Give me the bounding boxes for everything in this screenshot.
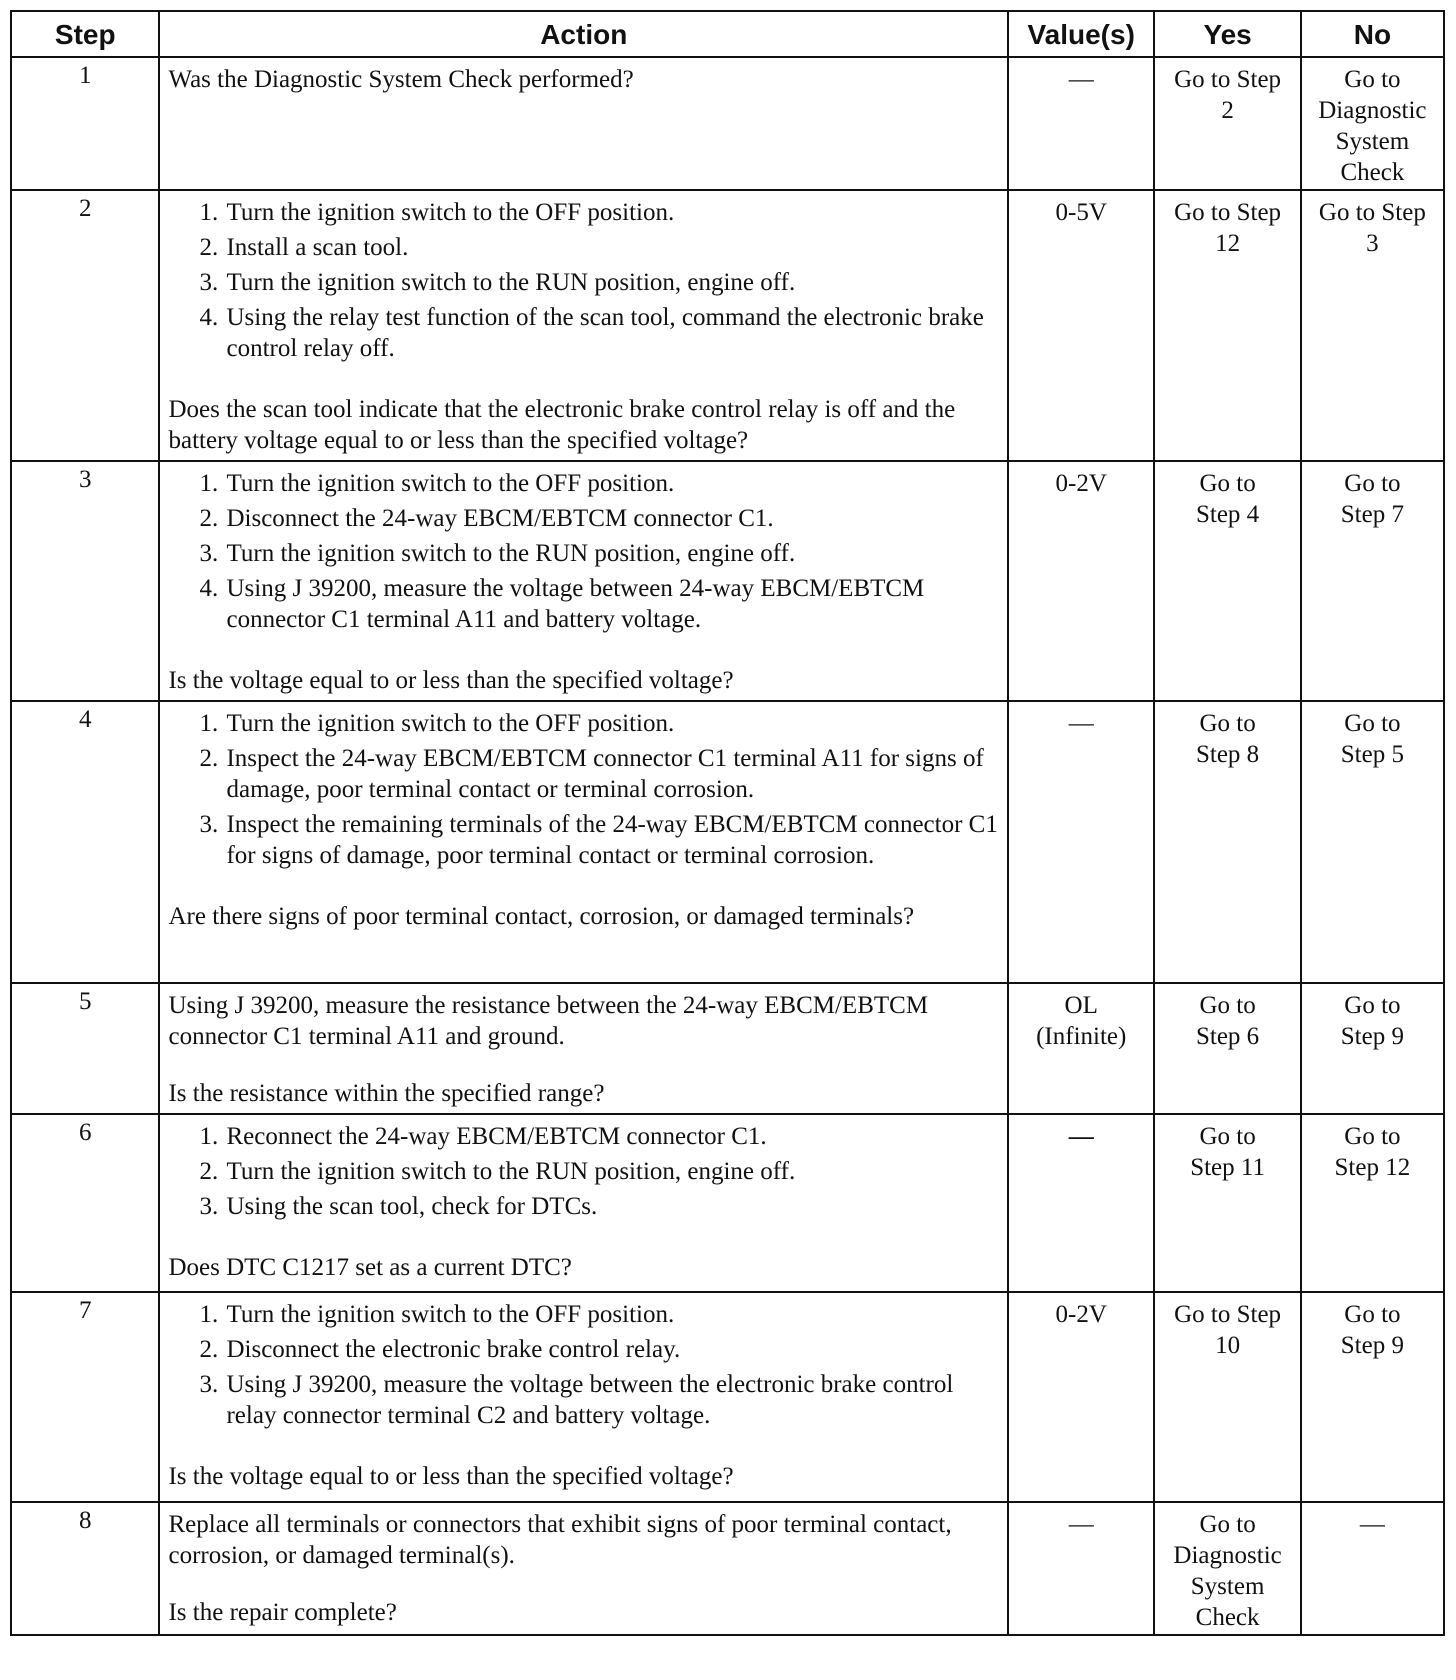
value-cell: — (1008, 1114, 1154, 1292)
action-question: Is the voltage equal to or less than the specified voltage? (168, 667, 734, 694)
yes-cell: Go to Step 6 (1154, 983, 1300, 1114)
value-cell: — (1008, 701, 1154, 983)
no-cell: Go to Step 9 (1301, 983, 1444, 1114)
action-cell (159, 701, 1008, 983)
table-row (11, 461, 1444, 701)
action-intro: Replace all terminals or connectors that exhibit signs of poor terminal contact, corrosion, or damaged terminal(s). (168, 1511, 952, 1569)
value-cell: OL (Infinite) (1008, 983, 1154, 1114)
step-number: 2 (11, 190, 159, 461)
no-cell: Go to Step 7 (1301, 461, 1444, 701)
action-steps (168, 1299, 999, 1431)
table-row (11, 701, 1444, 983)
action-steps (168, 468, 999, 635)
step-number: 4 (11, 701, 159, 983)
yes-cell: Go to Diagnostic System Check (1154, 1502, 1300, 1635)
no-cell: Go to Diagnostic System Check (1301, 57, 1444, 190)
table-row (11, 190, 1444, 461)
action-steps (168, 708, 999, 871)
header-values: Value(s) (1008, 11, 1154, 57)
yes-cell: Go to Step 4 (1154, 461, 1300, 701)
no-cell: Go to Step 3 (1301, 190, 1444, 461)
action-step: 3. Turn the ignition switch to the RUN position, engine off. (224, 267, 999, 298)
action-step: 2. Inspect the 24-way EBCM/EBTCM connector C1 terminal A11 for signs of damage, poor terminal contact or terminal corrosion. (224, 743, 999, 805)
action-question: Was the Diagnostic System Check performed? (168, 66, 634, 93)
value-cell: — (1008, 1502, 1154, 1635)
step-number: 6 (11, 1114, 159, 1292)
action-step: 2. Turn the ignition switch to the RUN position, engine off. (224, 1156, 999, 1187)
action-step: 2. Disconnect the electronic brake control relay. (224, 1334, 999, 1365)
action-steps (168, 197, 999, 364)
step-number: 5 (11, 983, 159, 1114)
yes-cell: Go to Step 12 (1154, 190, 1300, 461)
header-action: Action (159, 11, 1008, 57)
action-step: 3. Using the scan tool, check for DTCs. (224, 1191, 999, 1222)
step-number: 1 (11, 57, 159, 190)
action-cell (159, 1114, 1008, 1292)
action-cell (159, 190, 1008, 461)
table-row (11, 983, 1444, 1114)
no-cell: Go to Step 9 (1301, 1292, 1444, 1502)
value-cell: — (1008, 57, 1154, 190)
action-cell (159, 1292, 1008, 1502)
action-question: Is the voltage equal to or less than the specified voltage? (168, 1463, 734, 1490)
action-cell (159, 983, 1008, 1114)
action-step: 1. Turn the ignition switch to the OFF position. (224, 708, 999, 739)
action-step: 1. Turn the ignition switch to the OFF position. (224, 468, 999, 499)
yes-cell: Go to Step 2 (1154, 57, 1300, 190)
step-number: 3 (11, 461, 159, 701)
action-step: 4. Using J 39200, measure the voltage between 24-way EBCM/EBTCM connector C1 terminal A11 and battery voltage. (224, 573, 999, 635)
table-row (11, 57, 1444, 190)
action-cell (159, 57, 1008, 190)
action-cell (159, 461, 1008, 701)
action-step: 1. Reconnect the 24-way EBCM/EBTCM connector C1. (224, 1121, 999, 1152)
action-step: 1. Turn the ignition switch to the OFF position. (224, 197, 999, 228)
value-cell: 0-5V (1008, 190, 1154, 461)
action-step: 1. Turn the ignition switch to the OFF position. (224, 1299, 999, 1330)
yes-cell: Go to Step 10 (1154, 1292, 1300, 1502)
table-row (11, 1502, 1444, 1635)
action-question: Does DTC C1217 set as a current DTC? (168, 1254, 572, 1281)
action-step: 3. Inspect the remaining terminals of the 24-way EBCM/EBTCM connector C1 for signs of damage, poor terminal contact or terminal corrosion. (224, 809, 999, 871)
action-step: 3. Turn the ignition switch to the RUN position, engine off. (224, 538, 999, 569)
no-cell: Go to Step 12 (1301, 1114, 1444, 1292)
action-question: Is the repair complete? (168, 1599, 397, 1626)
step-number: 7 (11, 1292, 159, 1502)
action-question: Does the scan tool indicate that the electronic brake control relay is off and the battery voltage equal to or less than the specified voltage? (168, 396, 956, 454)
table-row (11, 1114, 1444, 1292)
table-header-row (11, 11, 1444, 57)
action-step: 3. Using J 39200, measure the voltage between the electronic brake control relay connector terminal C2 and battery voltage. (224, 1369, 999, 1431)
yes-cell: Go to Step 8 (1154, 701, 1300, 983)
value-cell: 0-2V (1008, 1292, 1154, 1502)
no-cell: — (1301, 1502, 1444, 1635)
table-row (11, 1292, 1444, 1502)
diagnostic-table (10, 10, 1445, 1636)
no-cell: Go to Step 5 (1301, 701, 1444, 983)
action-step: 4. Using the relay test function of the scan tool, command the electronic brake control relay off. (224, 302, 999, 364)
action-question: Are there signs of poor terminal contact, corrosion, or damaged terminals? (168, 903, 915, 930)
action-step: 2. Disconnect the 24-way EBCM/EBTCM connector C1. (224, 503, 999, 534)
header-step: Step (11, 11, 159, 57)
action-steps (168, 1121, 999, 1222)
diagnostic-table-page (10, 10, 1445, 1636)
header-no: No (1301, 11, 1444, 57)
action-question: Is the resistance within the specified range? (168, 1080, 605, 1107)
yes-cell: Go to Step 11 (1154, 1114, 1300, 1292)
action-cell (159, 1502, 1008, 1635)
header-yes: Yes (1154, 11, 1300, 57)
value-cell: 0-2V (1008, 461, 1154, 701)
action-step: 2. Install a scan tool. (224, 232, 999, 263)
step-number: 8 (11, 1502, 159, 1635)
action-intro: Using J 39200, measure the resistance between the 24-way EBCM/EBTCM connector C1 terminal A11 and ground. (168, 992, 929, 1050)
